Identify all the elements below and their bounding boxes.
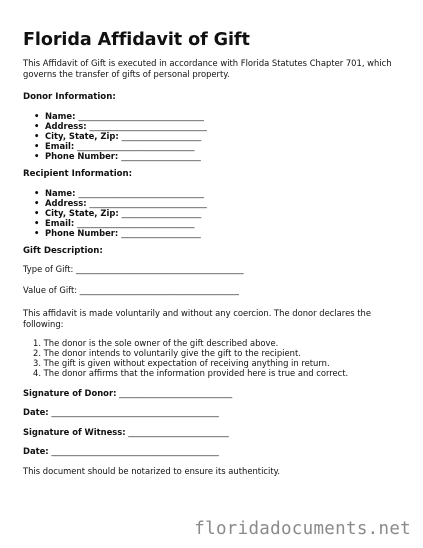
field-label: City, State, Zip:: [45, 131, 119, 141]
fill-line: ___________________________: [119, 388, 233, 398]
witness-date-field: [23, 446, 403, 457]
declaration-item: 1. The donor is the sole owner of the gift described above.: [33, 338, 279, 348]
fill-line: ____________________________: [77, 218, 195, 228]
bullet-icon: •: [34, 111, 40, 121]
donor-name-field: [33, 111, 403, 121]
declaration-list: [23, 338, 403, 378]
bullet-icon: •: [34, 198, 40, 208]
donor-fields: [23, 111, 403, 161]
gift-value-label: Value of Gift:: [23, 285, 78, 295]
field-label: Name:: [45, 111, 76, 121]
bullet-icon: •: [34, 228, 40, 238]
recipient-heading: Recipient Information:: [23, 169, 133, 179]
recipient-email-field: [33, 218, 403, 228]
field-label: Address:: [45, 198, 87, 208]
affidavit-document: [23, 30, 403, 477]
recipient-city-field: [33, 208, 403, 218]
intro-paragraph: This Affidavit of Gift is executed in accordance with Florida Statutes Chapter 701, which governs the transfer of gifts of personal property.: [23, 58, 392, 79]
field-label: Email:: [45, 218, 75, 228]
recipient-fields: [23, 188, 403, 238]
donor-phone-field: [33, 151, 403, 161]
donor-date-field: [23, 407, 403, 418]
donor-signature-label: Signature of Donor:: [23, 388, 117, 398]
declaration-item: 4. The donor affirms that the information provided here is true and correct.: [33, 368, 349, 378]
fill-line: ____________________________: [77, 141, 195, 151]
field-label: Email:: [45, 141, 75, 151]
site-watermark: floridadocuments.net: [194, 519, 411, 539]
witness-signature-label: Signature of Witness:: [23, 427, 126, 437]
bullet-icon: •: [34, 121, 40, 131]
notarize-note: This document should be notarized to ensure its authenticity.: [23, 466, 281, 476]
witness-signature-field: [23, 427, 403, 438]
fill-line: ___________________: [121, 131, 202, 141]
fill-line: ____________________________: [89, 198, 207, 208]
donor-signature-field: [23, 388, 403, 399]
donor-address-field: [33, 121, 403, 131]
gift-type-field: [23, 264, 403, 275]
bullet-icon: •: [34, 218, 40, 228]
fill-line: ________________________________________: [51, 407, 219, 417]
field-label: Phone Number:: [45, 228, 119, 238]
fill-line: ________________________: [128, 427, 229, 437]
field-label: Address:: [45, 121, 87, 131]
declaration-intro: This affidavit is made voluntarily and without any coercion. The donor declares the following:: [23, 308, 371, 329]
gift-type-label: Type of Gift:: [23, 264, 74, 274]
fill-line: ___________________: [121, 208, 202, 218]
bullet-icon: •: [34, 131, 40, 141]
date-label: Date:: [23, 446, 49, 456]
fill-line: ________________________________________: [51, 446, 219, 456]
bullet-icon: •: [34, 141, 40, 151]
recipient-address-field: [33, 198, 403, 208]
donor-heading: Donor Information:: [23, 92, 116, 102]
fill-line: ______________________________: [78, 188, 204, 198]
fill-line: ______________________________: [78, 111, 204, 121]
declaration-item: 3. The gift is given without expectation of receiving anything in return.: [33, 358, 330, 368]
bullet-icon: •: [34, 188, 40, 198]
donor-city-field: [33, 131, 403, 141]
bullet-icon: •: [34, 208, 40, 218]
declaration-item: 2. The donor intends to voluntarily give the gift to the recipient.: [33, 348, 301, 358]
fill-line: ___________________: [121, 151, 201, 161]
field-label: Phone Number:: [45, 151, 119, 161]
recipient-phone-field: [33, 228, 403, 238]
fill-line: ___________________: [121, 228, 201, 238]
donor-email-field: [33, 141, 403, 151]
fill-line: ____________________________: [89, 121, 207, 131]
document-title: Florida Affidavit of Gift: [23, 30, 250, 50]
fill-line: ______________________________________: [79, 285, 239, 295]
gift-value-field: [23, 285, 403, 296]
field-label: Name:: [45, 188, 76, 198]
fill-line: ________________________________________: [76, 264, 244, 274]
field-label: City, State, Zip:: [45, 208, 119, 218]
date-label: Date:: [23, 407, 49, 417]
bullet-icon: •: [34, 151, 40, 161]
recipient-name-field: [33, 188, 403, 198]
gift-heading: Gift Description:: [23, 246, 103, 256]
